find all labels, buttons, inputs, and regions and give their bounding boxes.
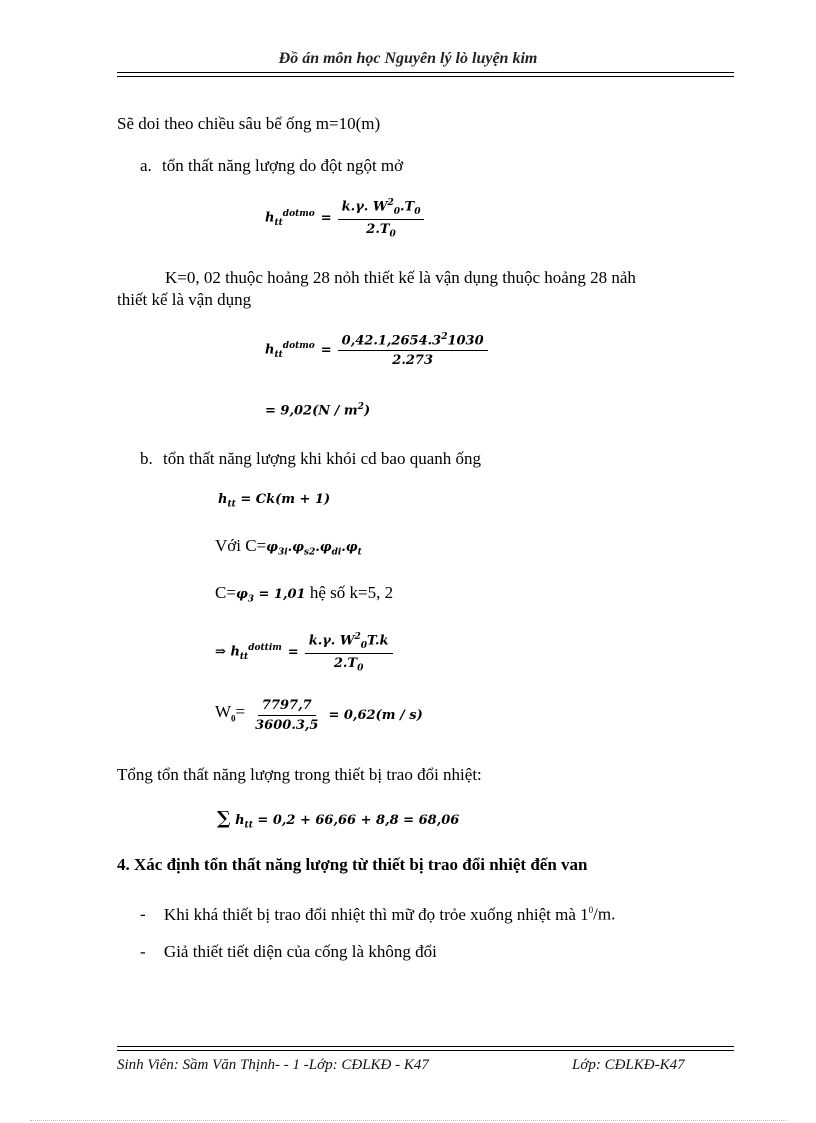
footer-left: Sinh Viên: Sầm Văn Thịnh- - 1 -Lớp: CĐLKĐ - K47 — [117, 1057, 429, 1073]
item-b-text: tổn thất năng lượng khi khói cd bao quanh ống — [163, 449, 482, 468]
formula1-fraction: $\frac{k.\gamma. W^2_0.T_0}{2.T_0}$ — [338, 198, 425, 240]
k-paragraph-line2: thiết kế là vận dụng — [117, 290, 252, 309]
intro-line: Sẽ doi theo chiều sâu bể ống m=10(m) — [117, 114, 381, 133]
formula-w0: $W_0=$ $\frac{7797,7}{3600.3,5}$ = 0,62(m / s) — [215, 698, 423, 733]
header-rule-top — [117, 72, 734, 73]
formula2-fraction: $\frac{0,42.1,2654.3^21030}{2.273}$ — [338, 332, 488, 368]
bullet-item: - Giả thiết tiết diện của cống là không đổi — [140, 942, 437, 961]
k-paragraph-line1: K=0, 02 thuộc hoảng 28 nỏh thiết kế là vận dụng thuộc hoảng 28 nảh — [165, 268, 636, 287]
item-a-text: tổn thất năng lượng do đột ngột mở — [162, 156, 404, 175]
footer-rule-top — [117, 1046, 734, 1047]
total-heading: Tổng tổn thất năng lượng trong thiết bị trao đổi nhiệt: — [117, 765, 482, 784]
formula-smoke-loss: ⇒ $h_{tt}^{dottim}$ = $\frac{k.\gamma. W^2_0T.k}{2.T_0}$ — [215, 632, 393, 674]
page-header-title: Đồ án môn học Nguyên lý lò luyện kim — [278, 50, 538, 67]
voi-c-line: Với $C=\varphi_{3i}.\varphi_{s2}.\varphi_{di}.\varphi_t$ — [215, 536, 362, 558]
formula-sudden-expansion-values: $h_{tt}^{dotmo}$ = $\frac{0,42.1,2654.3^21030}{2.273}$ — [265, 332, 488, 368]
formula1-lhs: $h_{tt}^{dotmo}$ — [265, 209, 315, 229]
formula-sum: ∑ $h_{tt} = 0,2 + 66,66 + 8,8 = 68,06$ — [217, 808, 460, 831]
footer-right: Lớp: CĐLKĐ-K47 — [572, 1057, 685, 1073]
c-value-line: $C=\varphi_3 = 1,01$ hệ số k=5, 2 — [215, 583, 394, 605]
item-b-marker: b. — [140, 449, 153, 468]
item-a — [140, 156, 403, 176]
item-b — [140, 449, 481, 469]
header-rule-bottom — [117, 76, 734, 77]
formula-h-ck: $h_{tt} = Ck(m + 1)$ — [218, 492, 331, 510]
formula-sudden-expansion: $h_{tt}^{dotmo}$ = $\frac{k.\gamma. W^2_0.T_0}{2.T_0}$ — [265, 198, 424, 240]
footer-rule-bottom — [117, 1050, 734, 1051]
item-a-marker: a. — [140, 156, 152, 175]
formula2-result: = $9,02(N / m^2)$ — [265, 402, 371, 419]
section-4-heading: 4. Xác định tổn thất năng lượng từ thiết bị trao đổi nhiệt đến van — [117, 855, 588, 874]
bullet-item: - Khi khá thiết bị trao đổi nhiệt thì mữ đọ trỏe xuống nhiệt mà $1^0/m$. — [140, 904, 616, 924]
page-bottom-dotted-rule — [30, 1120, 786, 1121]
